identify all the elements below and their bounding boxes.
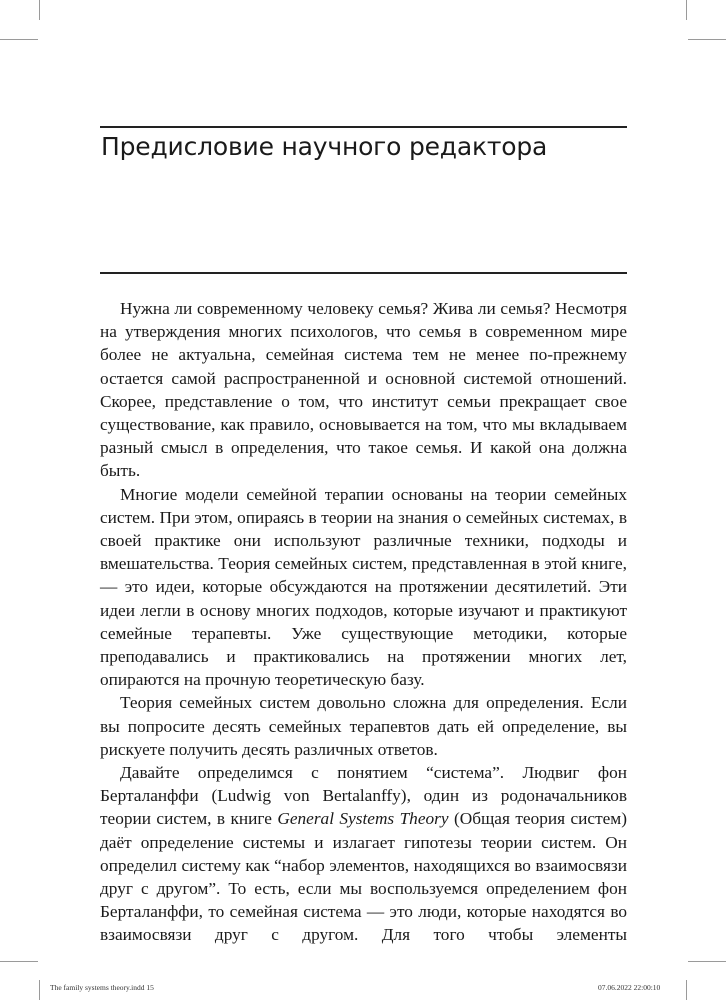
- footer-timestamp: 07.06.2022 22:00:10: [598, 983, 661, 992]
- crop-mark: [39, 980, 40, 1000]
- crop-mark: [39, 0, 40, 20]
- crop-mark: [688, 961, 726, 962]
- crop-mark: [0, 39, 38, 40]
- book-title: General Systems Theory: [277, 809, 449, 829]
- paragraph: Многие модели семейной терапии основаны на теории семейных систем. При этом, опираясь в теории на знания о семейных системах, в своей практике они используют различные техники, подходы и вмешательства. Теория семейных систем, представленная в этой книге, — это идеи, которые обсуждаются на протяжении десятилетий. Эти идеи легли в основу многих подходов, которые изучают и практикуют семейные терапевты. Уже существующие методики, которые преподавались и практиковались на протяжении многих лет, опираются на прочную теоретическую базу.: [100, 484, 627, 690]
- paragraph: [100, 761, 627, 947]
- paragraph-text: Давайте определимся с понятием “система”. Людвиг фон Берталанффи (Ludwig von Bertalanffy), один из родоначальников теории систем, в книге: [100, 763, 627, 829]
- crop-mark: [688, 39, 726, 40]
- paragraph: Нужна ли современному человеку семья? Жива ли семья? Несмотря на утверждения многих психологов, что семья в современном мире более не актуальна, семейная система тем не менее по-прежнему остается самой распространенной и основной системой отношений. Скорее, представление о том, что институт семьи прекращает свое существование, как правило, основывается на том, что мы вкладываем разный смысл в определения, что такое семья. И какой она должна быть.: [100, 299, 627, 481]
- crop-mark: [0, 961, 38, 962]
- page-title: Предисловие научного редактора: [101, 132, 548, 161]
- crop-mark: [686, 0, 687, 20]
- top-rule: [100, 126, 627, 128]
- crop-mark: [686, 980, 687, 1000]
- body-text: [100, 297, 627, 947]
- title-bottom-rule: [100, 272, 627, 274]
- paragraph: Теория семейных систем довольно сложна для определения. Если вы попросите десять семейных терапевтов дать ей определение, вы рискуете получить десять различных ответов.: [100, 693, 627, 759]
- footer-file-label: The family systems theory.indd 15: [50, 983, 154, 992]
- paragraph-text: (Общая теория систем) даёт определение системы и излагает гипотезы теории систем. Он определил систему как “набор элементов, находящихся во взаимосвязи друг с другом”. То есть, если мы воспользуемся определением фон Берталанффи, то семейная система — это люди, которые находятся во взаимосвязи друг с другом. Для того чтобы элементы: [100, 809, 627, 945]
